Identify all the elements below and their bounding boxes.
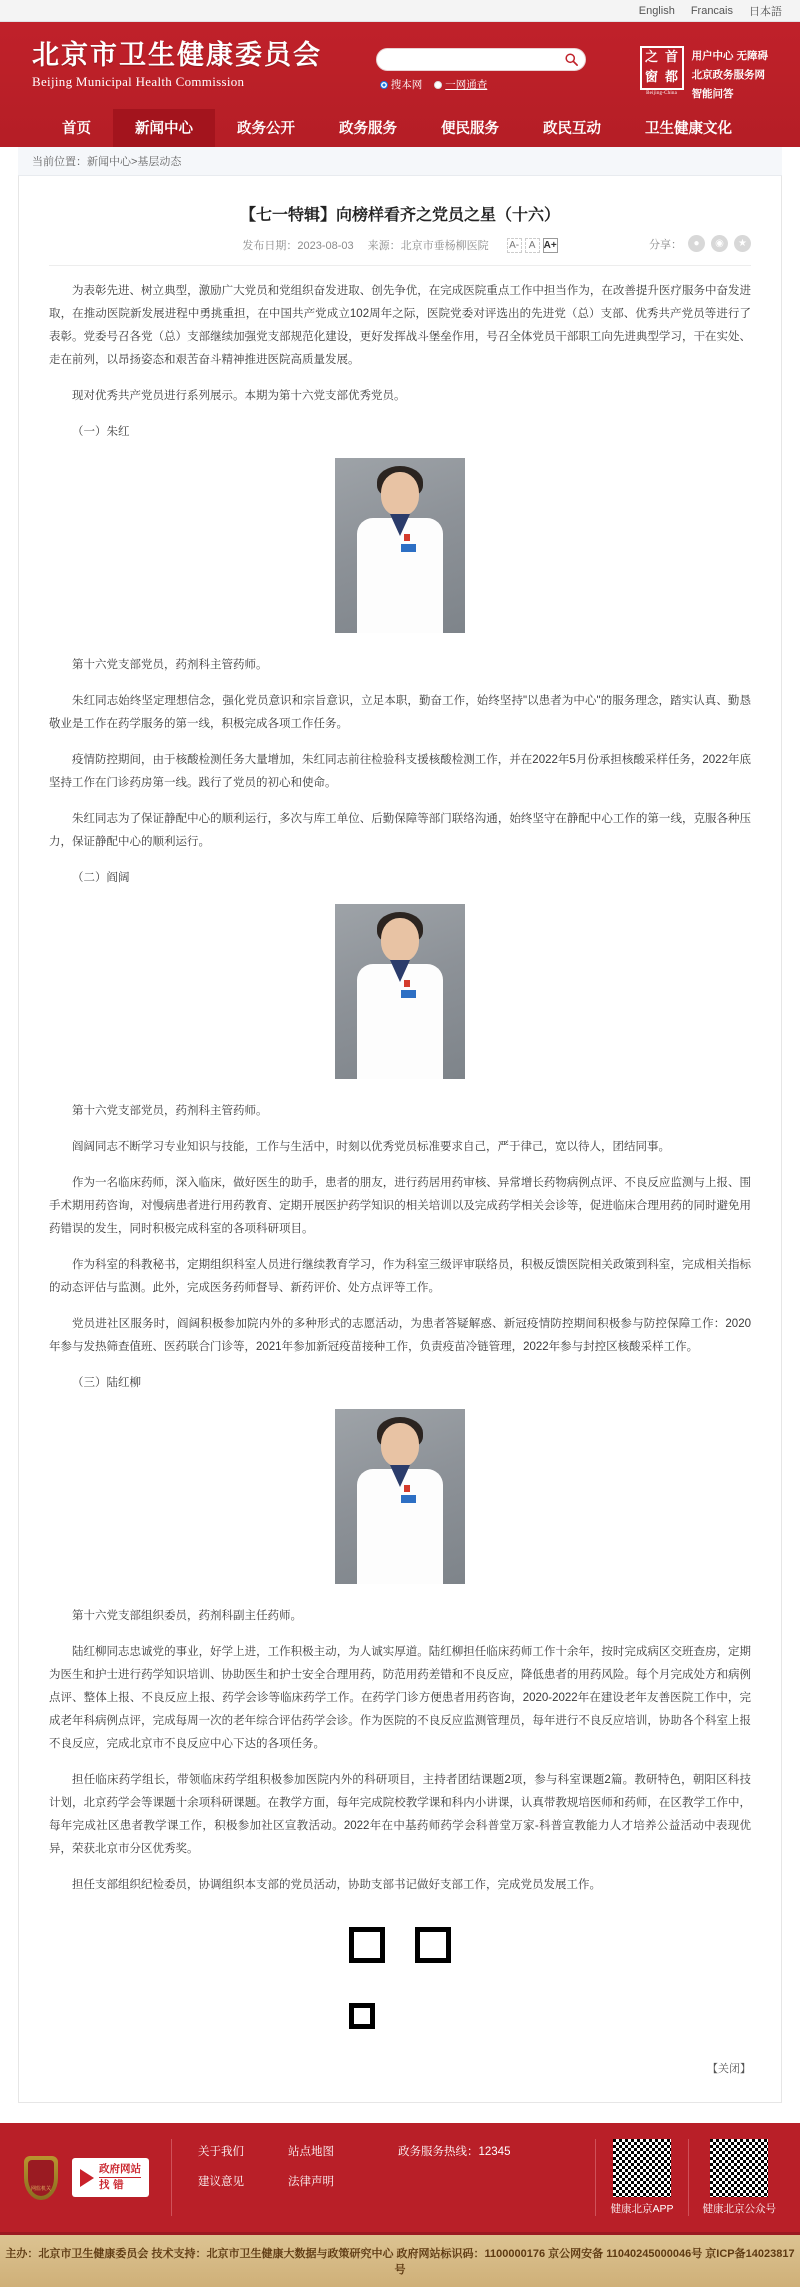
font-size-medium-button[interactable]: A (525, 238, 540, 253)
language-bar (0, 0, 800, 22)
wechat-share-icon[interactable]: ● (688, 235, 705, 252)
article-paragraph: 第十六党支部组织委员，药剂科副主任药师。 (72, 1610, 302, 1622)
page-body (0, 147, 800, 2103)
article-paragraph: 第十六党支部党员，药剂科主管药师。 (72, 659, 268, 671)
site-footer (0, 2123, 800, 2232)
footer-badges (24, 2139, 171, 2216)
article-photo-block (49, 1409, 751, 1587)
portrait-zhu-hong (335, 458, 465, 633)
radio-unselected-icon (434, 81, 442, 89)
article-paragraph: 阎阔同志不断学习专业知识与技能，工作与生活中，时刻以优秀党员标准要求自己，严于律己，宽以待人，团结同事。 (72, 1141, 670, 1153)
article-paragraph: 作为一名临床药师，深入临床，做好医生的助手，患者的朋友，进行药居用药审核、异常增长药物病例点评、不良反应监测与上报、围手术期用药咨询，对慢病患者进行用药教育、定期开展医护药学知识的相关培训以及完成药学相关会诊等，促进临床合理用药的同时避免用药错误的发生，同时积极完成科室的各项科研项目。 (49, 1177, 751, 1235)
article-paragraph: 作为科室的科教秘书，定期组织科室人员进行继续教育学习，作为科室三级评审联络员，积极反馈医院相关政策到科室，完成相关指标的动态评估与监测。此外，完成医务药师督导、新药评价、处方点评等工作。 (49, 1259, 751, 1294)
health-beijing-wechat-qr-icon (710, 2139, 768, 2197)
health-beijing-wechat-label: 健康北京公众号 (702, 2203, 776, 2215)
close-article-line (49, 2050, 751, 2076)
article-meta (49, 237, 751, 266)
search-input[interactable] (387, 53, 562, 67)
publish-date: 发布日期：2023-08-03 (242, 240, 354, 252)
article-paragraph: 朱红同志始终坚定理想信念，强化党员意识和宗旨意识，立足本职，勤奋工作，始终坚持"以患者为中心"的服务理念，踏实认真、勤恳敬业是工作在药学服务的第一线，积极完成各项工作任务。 (49, 695, 751, 730)
search-button[interactable] (562, 50, 581, 69)
article-paragraph: 为表彰先进、树立典型，激励广大党员和党组织奋发进取、创先争优，在完成医院重点工作中担当作为，在改善提升医疗服务中奋发进取，在推动医院新发展进程中勇挑重担，在中国共产党成立102周年之际，医院党委对评选出的先进党（总）支部、优秀共产党员等进行了表彰。党委号召各党（总）支部继续加强党支部规范化建设，更好发挥战斗堡垒作用，号召全体党员干部职工向先进典型学习，干在实处、走在前列，以昂扬姿态和艰苦奋斗精神推进医院高质量发展。 (49, 285, 751, 366)
article-paragraph: 陆红柳同志忠诚党的事业，好学上进，工作积极主动，为人诚实厚道。陆红柳担任临床药师工作十余年，按时完成病区交班查房，定期为医生和护士进行药学知识培训、协助医生和护士安全合理用药，防范用药差错和不良反应，降低患者的用药风险。每个月完成处方和病例点评、整体上报、不良反应上报、药学会诊等临床药学工作。在药学门诊方便患者用药咨询，2020-2022年在建设老年友善医院工作中，完成老年科病例点评，完成每周一次的老年综合评估药学会诊。作为医院的不良反应监测管理员，每年进行不良反应培训，协助各个科室上报不良反应，完成北京市不良反应中心下达的各项任务。 (49, 1646, 751, 1750)
article-paragraph: 现对优秀共产党员进行系列展示。本期为第十六党支部优秀党员。 (72, 390, 406, 402)
police-badge-icon[interactable] (24, 2156, 58, 2200)
police-badge-label: 网监机关 (28, 2160, 54, 2196)
article-paragraph: 担任支部组织纪检委员，协调组织本支部的党员活动，协助支部书记做好支部工作，完成党员发展工作。 (72, 1879, 601, 1891)
search-scope-site[interactable] (380, 77, 423, 92)
article-paragraph: 朱红同志为了保证静配中心的顺利运行，多次与库工单位、后勤保障等部门联络沟通，始终坚守在静配中心工作的第一线，克服各种压力，保证静配中心的顺利运行。 (49, 813, 751, 848)
article-subheading: （二）阎阔 (72, 872, 130, 884)
site-logo[interactable] (32, 34, 322, 90)
breadcrumb: 当前位置：新闻中心>基层动态 (18, 147, 782, 176)
seal-char-1: 之 (645, 50, 659, 65)
brand-name-cn: 北京市卫生健康委员会 (32, 40, 322, 71)
gov-site-error-text (99, 2163, 141, 2192)
health-beijing-app-label: 健康北京APP (610, 2203, 674, 2215)
capital-window-seal[interactable] (640, 46, 684, 96)
article-body (49, 266, 751, 1897)
footer-qr-wechat (689, 2139, 777, 2216)
article-photo-block (49, 458, 751, 636)
lang-link-english[interactable]: English (638, 4, 675, 17)
share-label: 分享： (649, 238, 682, 251)
footer-link-sitemap[interactable]: 站点地图 (288, 2146, 334, 2158)
close-button[interactable]: 【关闭】 (707, 2063, 751, 2075)
article-paragraph: 第十六党支部党员，药剂科主管药师。 (72, 1105, 268, 1117)
article-qr-block (49, 1923, 751, 2036)
seal-char-2: 首 (665, 50, 679, 65)
search-scope-all-label: 一网通查 (445, 79, 488, 91)
footer-link-legal[interactable]: 法律声明 (288, 2176, 334, 2188)
seal-caption: Beijing-China (646, 91, 678, 96)
search-box[interactable] (376, 48, 586, 71)
header-corner (640, 34, 768, 101)
search-scope-all[interactable] (434, 77, 487, 92)
article-subheading: （三）陆红柳 (72, 1377, 141, 1389)
health-beijing-app-qr-icon (613, 2139, 671, 2197)
main-navigation (18, 109, 782, 147)
footer-link-about[interactable]: 关于我们 (198, 2146, 244, 2158)
nav-item-news[interactable]: 新闻中心 (113, 109, 215, 147)
article-container (18, 176, 782, 2103)
favorite-star-icon[interactable]: ★ (734, 235, 751, 252)
font-size-large-button[interactable]: A+ (543, 239, 557, 251)
nav-item-convenience[interactable]: 便民服务 (441, 121, 499, 137)
font-size-controls (507, 238, 558, 253)
portrait-yan-kuo (335, 904, 465, 1079)
footer-links-spacer (398, 2173, 595, 2203)
page-title: 【七一特辑】向榜样看齐之党员之星（十六） (239, 205, 560, 224)
footer-link-feedback[interactable]: 建议意见 (198, 2176, 244, 2188)
lang-link-japanese[interactable]: 日本語 (749, 5, 782, 18)
share-bar (649, 235, 751, 252)
site-header (0, 22, 800, 147)
footer-service-hotline: 政务服务热线：12345 (398, 2146, 511, 2158)
magnifier-icon (80, 2169, 94, 2187)
copyright-bar: 主办：北京市卫生健康委员会 技术支持：北京市卫生健康大数据与政策研究中心 政府网站标识码：1100000176 京公网安备 11040245000046号 京ICP备14023817号 (0, 2232, 800, 2287)
article-paragraph: 党员进社区服务时，阎阔积极参加院内外的多种形式的志愿活动，为患者答疑解惑、新冠疫情防控期间积极参与防控保障工作：2020年参与发热筛查值班、医药联合门诊等，2021年参加新冠疫苗接种工作，负责疫苗冷链管理，2022年参与封控区核酸采样工作。 (49, 1318, 751, 1353)
corner-link-smart-qa[interactable]: 智能问答 (691, 88, 734, 100)
footer-qr-app (596, 2139, 688, 2216)
lang-link-francais[interactable]: Francais (690, 4, 733, 17)
article-paragraph: 担任临床药学组长，带领临床药学组积极参加医院内外的科研项目，主持者团结课题2项，参与科室课题2篇。教研特色，朝阳区科技计划，北京药学会等课题十余项科研课题。在教学方面，每年完成院校教学课和科内小讲课，认真带教规培医师和药师，在区教学工作中，每年完成社区患者教学课工作，积极参加社区宣教活动。2022年在中基药师药学会科普堂万家-科普宣教能力人才培养公益活动中表现优异，荣获北京市分区优秀奖。 (49, 1774, 751, 1855)
article-paragraph: 疫情防控期间，由于核酸检测任务大量增加，朱红同志前往检验科支援核酸检测工作，并在2022年5月份承担核酸采样任务，2022年底坚持工作在门诊药房第一线。践行了党员的初心和使命。 (49, 754, 751, 789)
seal-char-3: 窗 (645, 70, 659, 85)
corner-link-user-center[interactable]: 用户中心 无障碍 (691, 50, 768, 62)
radio-selected-icon (380, 81, 388, 89)
search-scope-radios (376, 77, 586, 92)
brand-name-en: Beijing Municipal Health Commission (32, 74, 245, 90)
article-qr-code (345, 1923, 455, 2033)
nav-item-interaction[interactable]: 政民互动 (543, 121, 601, 137)
nav-item-culture[interactable]: 卫生健康文化 (645, 121, 732, 137)
article-source: 来源：北京市垂杨柳医院 (367, 240, 489, 252)
search-icon (564, 52, 579, 67)
gov-site-error-report[interactable] (72, 2158, 149, 2197)
nav-item-services[interactable]: 政务服务 (339, 121, 397, 137)
footer-qr-codes (596, 2139, 776, 2216)
article-photo-block (49, 904, 751, 1082)
seal-char-4: 都 (665, 70, 679, 85)
gov-site-line1: 政府网站 (99, 2162, 141, 2175)
portrait-lu-hongliu (335, 1409, 465, 1584)
article-subheading: （一）朱红 (72, 426, 130, 438)
footer-links (171, 2139, 596, 2216)
header-corner-links (692, 46, 768, 101)
nav-item-affairs[interactable]: 政务公开 (237, 121, 295, 137)
search-scope-site-label: 搜本网 (390, 79, 423, 91)
corner-link-service-net[interactable]: 北京政务服务网 (691, 69, 766, 81)
gov-site-line2: 找 错 (99, 2177, 141, 2192)
nav-item-home[interactable]: 首页 (62, 121, 91, 137)
weibo-share-icon[interactable]: ◉ (711, 235, 728, 252)
font-size-small-button[interactable]: A- (507, 238, 522, 253)
search-area (376, 34, 586, 92)
